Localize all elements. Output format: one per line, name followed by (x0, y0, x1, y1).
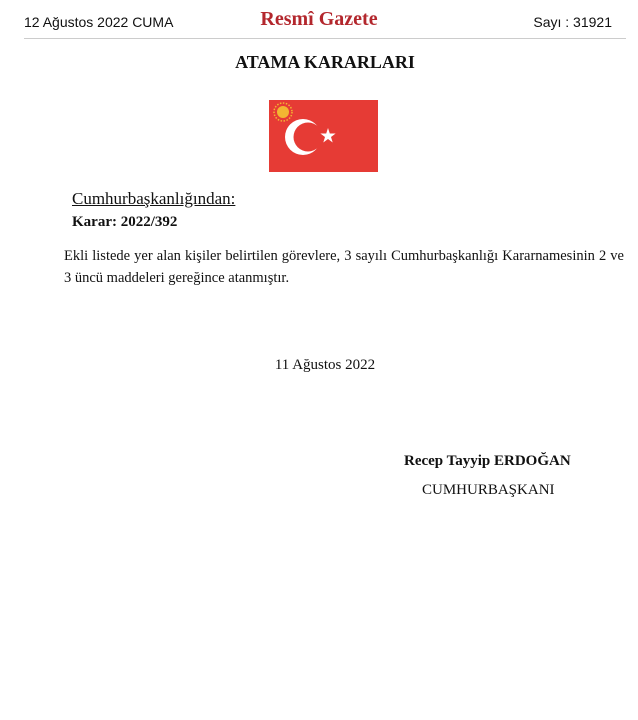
decision-number: Karar: 2022/392 (72, 214, 178, 230)
header-divider (24, 38, 626, 39)
issue-number: Sayı : 31921 (533, 14, 612, 30)
institution-heading: Cumhurbaşkanlığından: (72, 189, 236, 208)
signatory-role: CUMHURBAŞKANI (422, 482, 555, 498)
gazette-logo: Resmî Gazete (260, 8, 378, 30)
decision-date: 11 Ağustos 2022 (274, 357, 376, 373)
presidential-flag-icon (269, 100, 378, 172)
issue-date: 12 Ağustos 2022 CUMA (24, 14, 174, 30)
page-title: ATAMA KARARLARI (235, 52, 415, 72)
decision-text: Ekli listede yer alan kişiler belirtilen görevlere, 3 sayılı Cumhurbaşkanlığı Kararnamesinin 2 ve 3 üncü maddeleri gereğince atanmıştır. (64, 248, 624, 286)
signatory-name: Recep Tayyip ERDOĞAN (404, 453, 571, 469)
